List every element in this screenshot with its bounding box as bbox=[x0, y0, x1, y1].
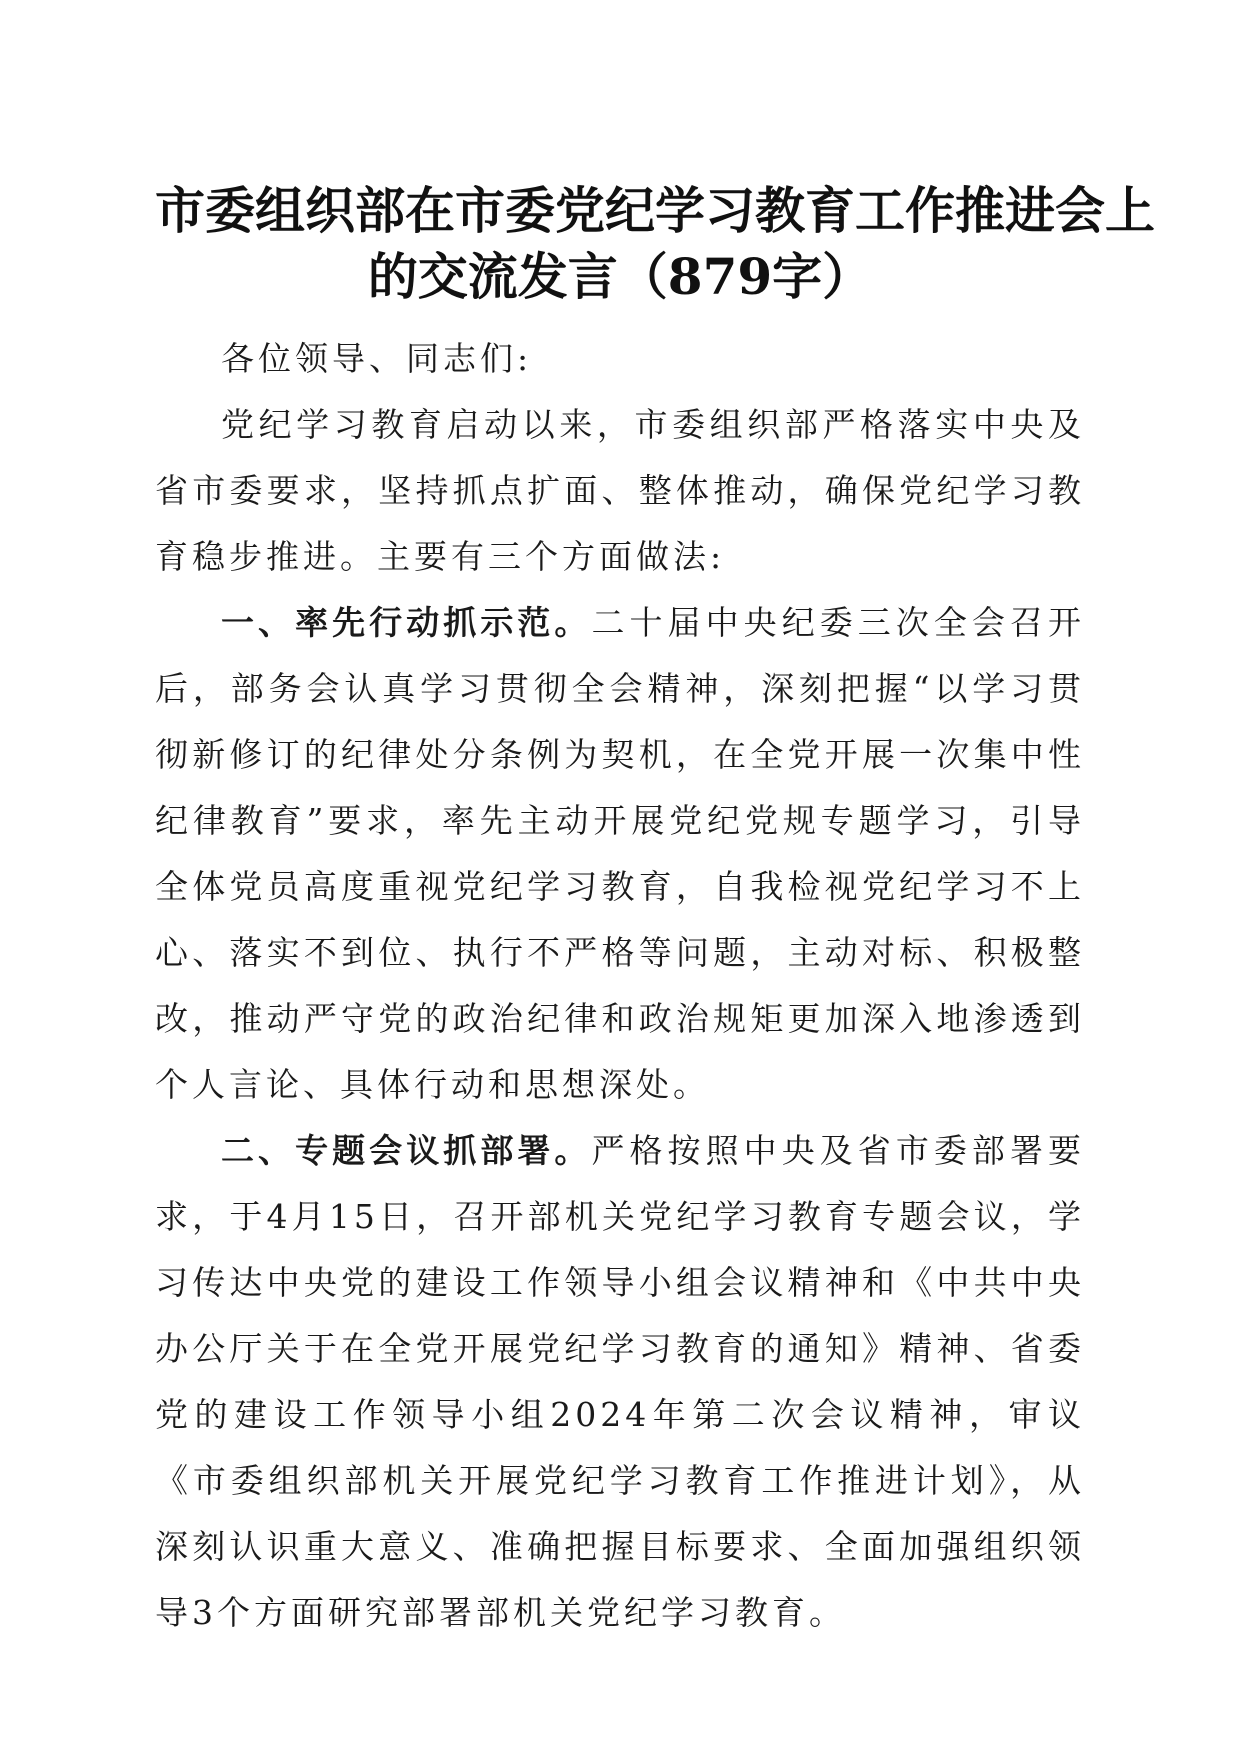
section-1-paragraph bbox=[155, 590, 1085, 1118]
section-1-heading: 一、率先行动抓示范。 bbox=[221, 603, 592, 642]
title-line-1: 市委组织部在市委党纪学习教育工作推进会上 bbox=[155, 181, 1155, 240]
section-2-heading: 二、专题会议抓部署。 bbox=[221, 1131, 592, 1170]
document-title bbox=[155, 178, 1155, 310]
title-line-2: 的交流发言（879字） bbox=[367, 247, 873, 306]
section-2-paragraph bbox=[155, 1118, 1085, 1646]
intro-paragraph: 党纪学习教育启动以来，市委组织部严格落实中央及省市委要求，坚持抓点扩面、整体推动，确保党纪学习教育稳步推进。主要有三个方面做法: bbox=[155, 405, 1085, 576]
section-2-text: 严格按照中央及省市委部署要求，于4月15日，召开部机关党纪学习教育专题会议，学习传达中央党的建设工作领导小组会议精神和《中共中央办公厅关于在全党开展党纪学习教育的通知》精神、省委党的建设工作领导小组2024年第二次会议精神，审议《市委组织部机关开展党纪学习教育工作推进计划》，从深刻认识重大意义、准确把握目标要求、全面加强组织领导3个方面研究部署部机关党纪学习教育。 bbox=[155, 1131, 1086, 1632]
document-page bbox=[155, 178, 1155, 1646]
document-body bbox=[155, 326, 1085, 1646]
salutation: 各位领导、同志们: bbox=[221, 339, 533, 378]
section-1-text: 二十届中央纪委三次全会召开后，部务会认真学习贯彻全会精神，深刻把握“以学习贯彻新修订的纪律处分条例为契机，在全党开展一次集中性纪律教育”要求，率先主动开展党纪党规专题学习，引导全体党员高度重视党纪学习教育，自我检视党纪学习不上心、落实不到位、执行不严格等问题，主动对标、积极整改，推动严守党的政治纪律和政治规矩更加深入地渗透到个人言论、具体行动和思想深处。 bbox=[155, 603, 1086, 1104]
